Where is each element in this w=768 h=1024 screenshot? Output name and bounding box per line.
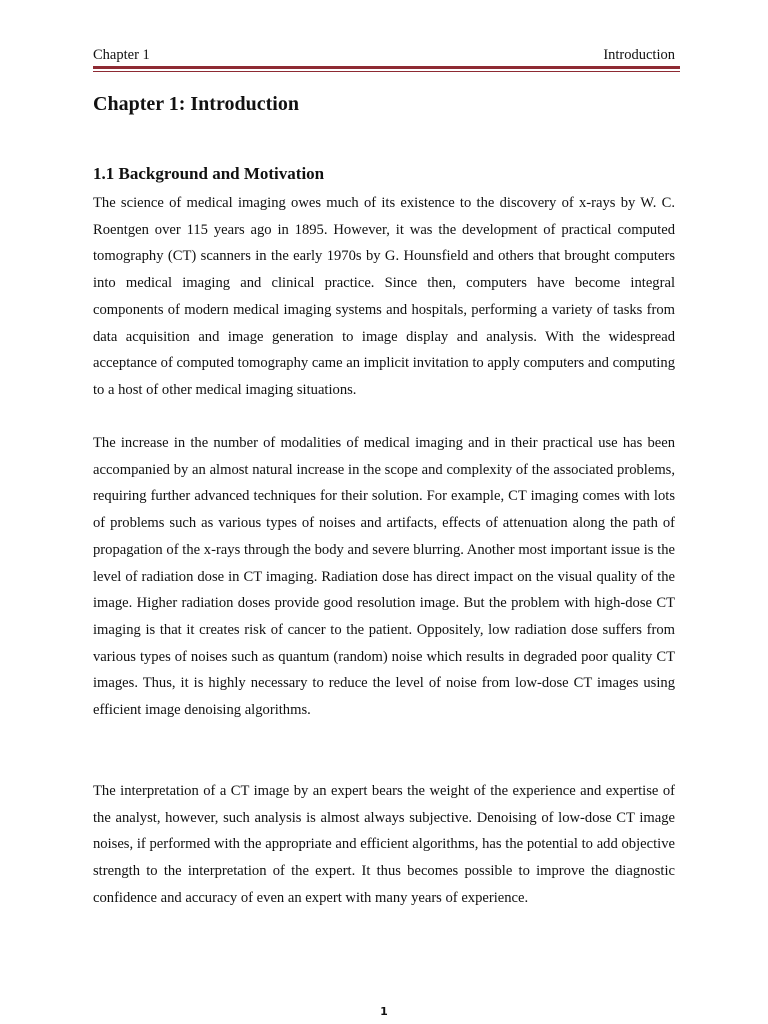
paragraph-2: The increase in the number of modalities of medical imaging and in their practical use has been accompanied by an almost natural increase in the scope and complexity of the associated problems, requiring further advanced techniques for their solution. For example, CT imaging comes with lots of problems such as various types of noises and artifacts, effects of attenuation along the path of propagation of the x-rays through the body and severe blurring. Another most important issue is the level of radiation dose in CT imaging. Radiation dose has direct impact on the visual quality of the image. Higher radiation doses provide good resolution image. But the problem with high-dose CT imaging is that it creates risk of cancer to the patient. Oppositely, low radiation dose suffers from various types of noises such as quantum (random) noise which results in degraded poor quality CT images. Thus, it is highly necessary to reduce the level of noise from low-dose CT images using efficient image denoising algorithms. [93,435,675,719]
header-chapter-label: Chapter 1 [93,47,150,63]
page-number: 1 [380,1005,388,1018]
header-section-label: Introduction [603,47,675,63]
paragraph-1: The science of medical imaging owes much of its existence to the discovery of x-rays by W. C. Roentgen over 115 years ago in 1895. However, it was the development of practical computed tomography (CT) scanners in the early 1970s by G. Hounsfield and others that brought computers into medical imaging and clinical practice. Since then, computers have become integral components of modern medical imaging systems and hospitals, performing a variety of tasks from data acquisition and image generation to image display and analysis. With the widespread acceptance of computed tomography came an implicit invitation to apply computers and computing to a host of other medical imaging situations. [93,195,675,398]
section-title: 1.1 Background and Motivation [93,164,325,183]
chapter-title: Chapter 1: Introduction [93,93,299,115]
running-header [93,45,675,65]
header-rule-thin [93,71,680,72]
header-rule-thick [93,66,680,69]
paragraph-3: The interpretation of a CT image by an expert bears the weight of the experience and expertise of the analyst, however, such analysis is almost always subjective. Denoising of low-dose CT image noises, if performed with the appropriate and efficient algorithms, has the potential to add objective strength to the interpretation of the expert. It thus becomes possible to improve the diagnostic confidence and accuracy of even an expert with many years of experience. [93,783,675,906]
header-rule [93,66,680,73]
